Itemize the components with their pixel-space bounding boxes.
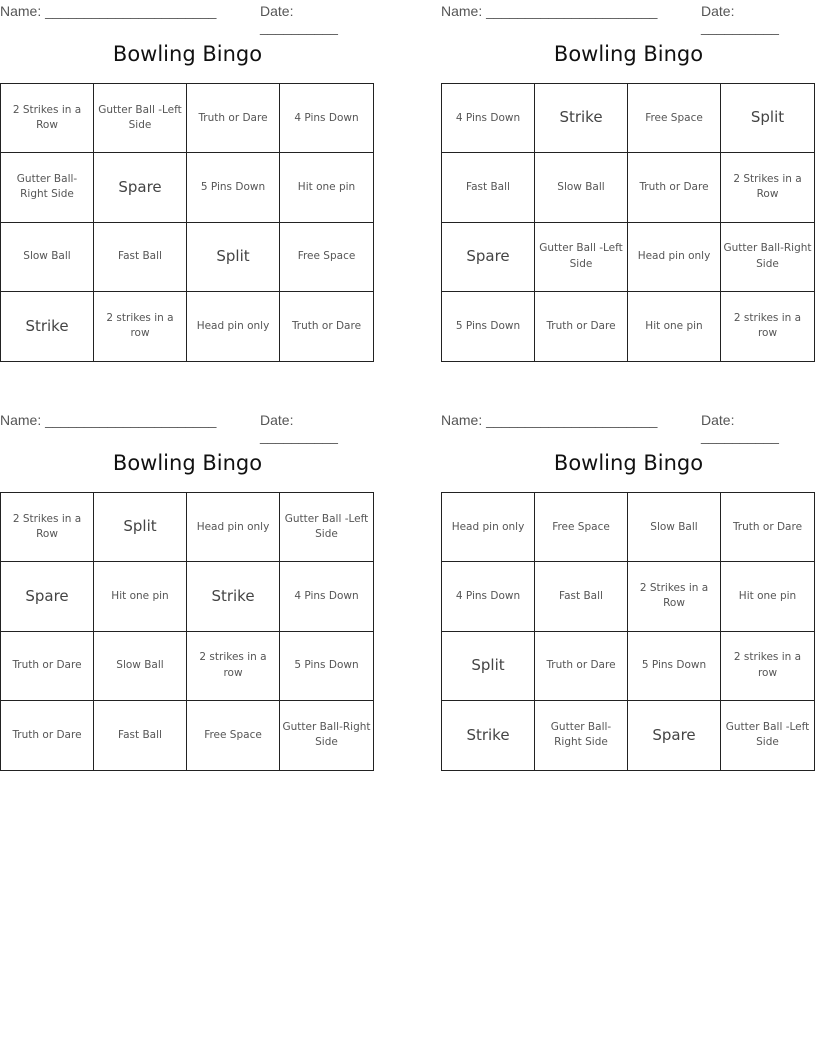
bingo-cell: Truth or Dare: [187, 84, 280, 153]
bingo-cell: Gutter Ball-Right Side: [1, 153, 94, 222]
bingo-cell: Slow Ball: [628, 493, 721, 562]
bingo-grid: [441, 492, 815, 771]
bingo-cell: Free Space: [280, 223, 373, 292]
bingo-cell: Head pin only: [442, 493, 535, 562]
card-header: [0, 409, 375, 444]
bingo-cell: 2 Strikes in a Row: [1, 84, 94, 153]
bingo-cell: Fast Ball: [94, 223, 187, 292]
card-header: [441, 409, 816, 444]
bingo-cell: 2 strikes in a row: [187, 632, 280, 701]
bingo-cell: 2 Strikes in a Row: [1, 493, 94, 562]
bingo-cell: 2 Strikes in a Row: [628, 562, 721, 631]
bingo-grid: [441, 83, 815, 362]
bingo-grid: [0, 492, 374, 771]
bingo-cell: Slow Ball: [535, 153, 628, 222]
bingo-cell: Fast Ball: [442, 153, 535, 222]
bingo-cell: Strike: [1, 292, 94, 361]
card-header: [0, 0, 375, 35]
bingo-card-4: [441, 409, 816, 749]
name-field-label: Name: ______________________: [441, 412, 658, 428]
bingo-cell: Split: [442, 632, 535, 701]
bingo-cell: Hit one pin: [721, 562, 814, 631]
card-header: [441, 0, 816, 35]
name-field-label: Name: ______________________: [0, 3, 217, 19]
bingo-cell: Spare: [442, 223, 535, 292]
bingo-cell: 5 Pins Down: [442, 292, 535, 361]
bingo-cell: Head pin only: [187, 292, 280, 361]
bingo-cell: 5 Pins Down: [628, 632, 721, 701]
card-title: Bowling Bingo: [112, 451, 263, 475]
card-title: Bowling Bingo: [553, 42, 704, 66]
bingo-cell: Split: [94, 493, 187, 562]
bingo-card-1: [0, 0, 375, 340]
bingo-cell: Gutter Ball -Left Side: [280, 493, 373, 562]
name-field-label: Name: ______________________: [0, 412, 217, 428]
bingo-cell: 5 Pins Down: [280, 632, 373, 701]
date-field-label: Date: __________: [260, 412, 338, 444]
bingo-cell: 4 Pins Down: [442, 562, 535, 631]
bingo-cell: 5 Pins Down: [187, 153, 280, 222]
bingo-cell: Spare: [94, 153, 187, 222]
card-title: Bowling Bingo: [112, 42, 263, 66]
bingo-cell: Head pin only: [187, 493, 280, 562]
bingo-card-2: [441, 0, 816, 340]
bingo-cell: Free Space: [628, 84, 721, 153]
bingo-cell: Hit one pin: [280, 153, 373, 222]
bingo-cell: Truth or Dare: [535, 632, 628, 701]
bingo-cell: Free Space: [535, 493, 628, 562]
date-field-label: Date: __________: [260, 3, 338, 35]
bingo-cell: Truth or Dare: [1, 701, 94, 770]
bingo-cell: Slow Ball: [1, 223, 94, 292]
card-title: Bowling Bingo: [553, 451, 704, 475]
bingo-cell: 2 strikes in a row: [94, 292, 187, 361]
bingo-cell: Slow Ball: [94, 632, 187, 701]
bingo-cell: Strike: [187, 562, 280, 631]
bingo-cell: Truth or Dare: [628, 153, 721, 222]
bingo-cell: 2 strikes in a row: [733, 312, 802, 340]
date-field-label: Date: __________: [701, 412, 779, 444]
bingo-cell: Strike: [535, 84, 628, 153]
bingo-cell: Free Space: [187, 701, 280, 770]
bingo-cell: 2 strikes in a row: [721, 632, 814, 701]
bingo-cell: Truth or Dare: [291, 319, 362, 332]
bingo-cell: Gutter Ball -Left Side: [535, 223, 628, 292]
bingo-cell: Gutter Ball -Left Side: [94, 84, 187, 153]
bingo-cell: 4 Pins Down: [280, 562, 373, 631]
bingo-cell: Spare: [628, 701, 721, 770]
bingo-cell: 2 Strikes in a Row: [721, 153, 814, 222]
bingo-cell: 4 Pins Down: [442, 84, 535, 153]
name-field-label: Name: ______________________: [441, 3, 658, 19]
bingo-cell: Hit one pin: [628, 292, 721, 361]
bingo-card-3: [0, 409, 375, 749]
bingo-cell: Gutter Ball-Right Side: [282, 721, 371, 749]
bingo-cell: Hit one pin: [94, 562, 187, 631]
bingo-cell: Truth or Dare: [535, 292, 628, 361]
bingo-cell: Truth or Dare: [1, 632, 94, 701]
bingo-cell: Fast Ball: [94, 701, 187, 770]
bingo-cell: 4 Pins Down: [280, 84, 373, 153]
bingo-cell: Gutter Ball-Right Side: [721, 223, 814, 292]
bingo-cell: Spare: [1, 562, 94, 631]
bingo-cell: Truth or Dare: [721, 493, 814, 562]
bingo-cell: Fast Ball: [535, 562, 628, 631]
bingo-cell: Gutter Ball -Left Side: [725, 721, 810, 749]
bingo-cell: Head pin only: [628, 223, 721, 292]
bingo-cell: Gutter Ball-Right Side: [535, 701, 628, 770]
bingo-cell: Strike: [442, 701, 535, 770]
bingo-grid: [0, 83, 374, 362]
bingo-cell: Split: [187, 223, 280, 292]
bingo-cell: Split: [721, 84, 814, 153]
date-field-label: Date: __________: [701, 3, 779, 35]
